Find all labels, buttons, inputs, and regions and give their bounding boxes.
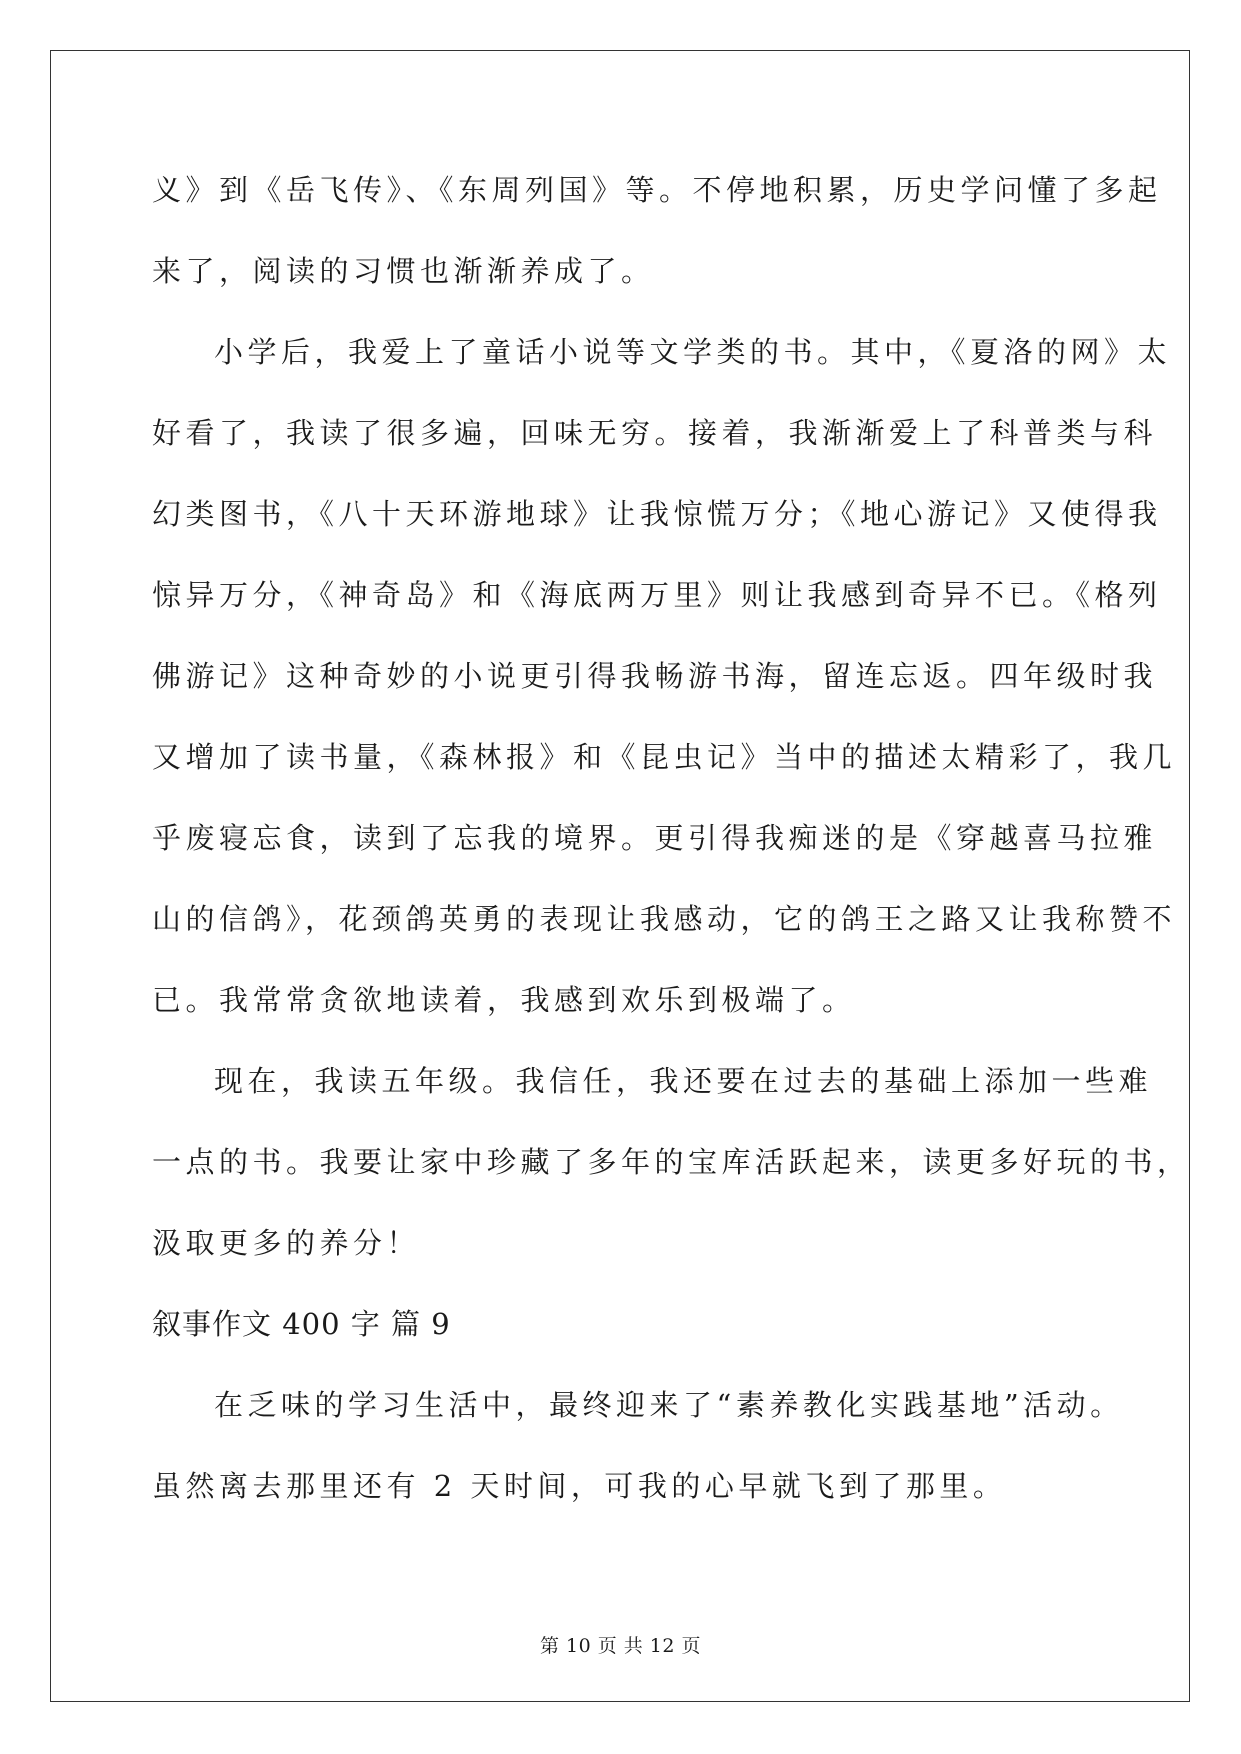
text-line: 又增加了读书量，《森林报》和《昆虫记》当中的描述太精彩了，我几 xyxy=(152,740,1177,774)
section-heading: 叙事作文 400 字 篇 9 xyxy=(152,1307,451,1341)
text-line: 汲取更多的养分！ xyxy=(152,1226,421,1260)
text-line: 乎废寝忘食，读到了忘我的境界。更引得我痴迷的是《穿越喜马拉雅 xyxy=(152,821,1158,855)
paragraph-start-line: 在乏味的学习生活中，最终迎来了“素养教化实践基地”活动。 xyxy=(214,1388,1124,1422)
text-line: 已。我常常贪欲地读着，我感到欢乐到极端了。 xyxy=(152,983,856,1017)
text-line: 幻类图书，《八十天环游地球》让我惊慌万分；《地心游记》又使得我 xyxy=(152,497,1162,531)
text-line: 惊异万分，《神奇岛》和《海底两万里》则让我感到奇异不已。《格列 xyxy=(152,578,1162,612)
text-line: 虽然离去那里还有 2 天时间，可我的心早就飞到了那里。 xyxy=(152,1469,1007,1503)
page-border xyxy=(50,50,1190,1702)
paragraph-start-line: 现在，我读五年级。我信任，我还要在过去的基础上添加一些难 xyxy=(214,1064,1153,1098)
text-line: 山的信鸽》，花颈鸽英勇的表现让我感动，它的鸽王之路又让我称赞不 xyxy=(152,902,1177,936)
text-line: 佛游记》这种奇妙的小说更引得我畅游书海，留连忘返。四年级时我 xyxy=(152,659,1158,693)
text-line: 好看了，我读了很多遍，回味无穷。接着，我渐渐爱上了科普类与科 xyxy=(152,416,1158,450)
page-number-footer: 第 10 页 共 12 页 xyxy=(539,1635,702,1657)
text-line: 来了，阅读的习惯也渐渐养成了。 xyxy=(152,254,655,288)
text-line: 一点的书。我要让家中珍藏了多年的宝库活跃起来，读更多好玩的书， xyxy=(152,1145,1191,1179)
text-line: 义》到《岳飞传》、《东周列国》等。不停地积累，历史学问懂了多起 xyxy=(152,173,1162,207)
paragraph-start-line: 小学后，我爱上了童话小说等文学类的书。其中，《夏洛的网》太 xyxy=(214,335,1172,369)
